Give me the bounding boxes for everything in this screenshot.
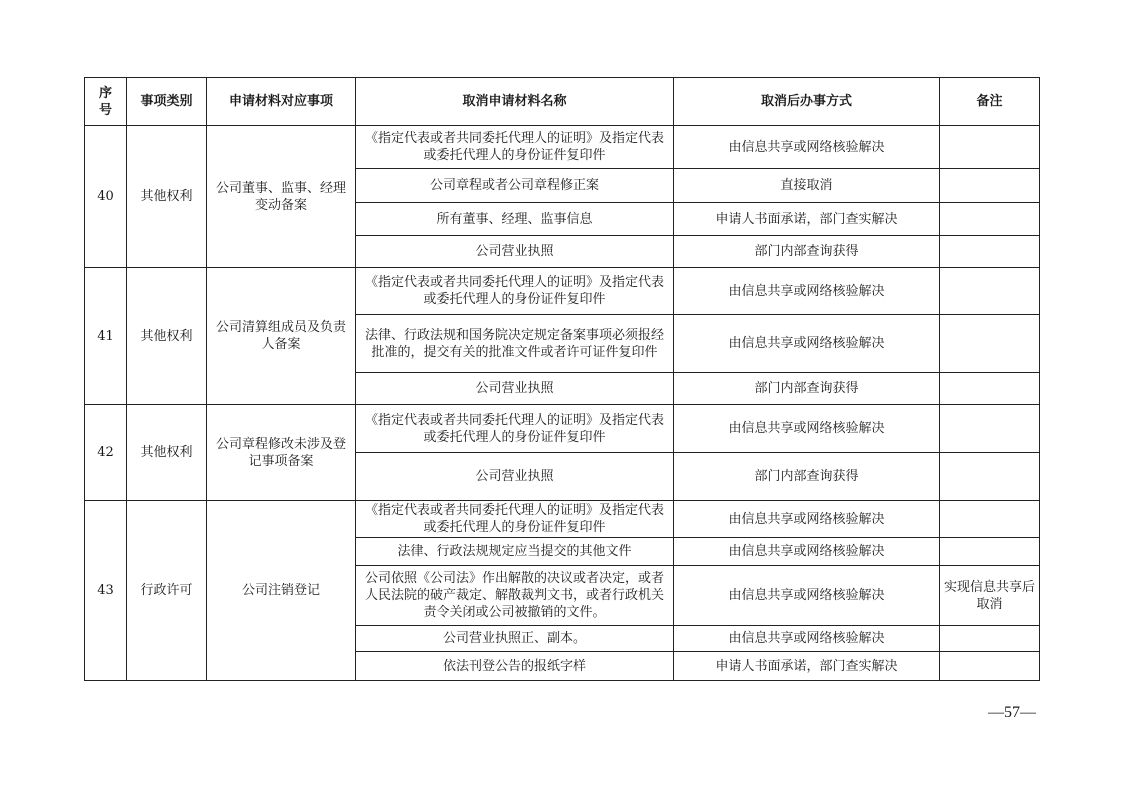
remark-cell bbox=[940, 626, 1040, 652]
category-cell: 其他权利 bbox=[127, 268, 207, 405]
item-cell: 公司董事、监事、经理变动备案 bbox=[207, 126, 356, 268]
material-cell: 公司营业执照 bbox=[356, 453, 674, 501]
method-cell: 申请人书面承诺，部门查实解决 bbox=[674, 652, 940, 681]
material-cell: 《指定代表或者共同委托代理人的证明》及指定代表或委托代理人的身份证件复印件 bbox=[356, 126, 674, 169]
header-seq-label: 序 号 bbox=[98, 85, 112, 118]
seq-cell: 40 bbox=[85, 126, 127, 268]
material-cell: 法律、行政法规和国务院决定规定备案事项必须报经批准的，提交有关的批准文件或者许可证件复印件 bbox=[356, 315, 674, 373]
material-cell: 依法刊登公告的报纸字样 bbox=[356, 652, 674, 681]
material-cell: 所有董事、经理、监事信息 bbox=[356, 203, 674, 236]
header-material: 取消申请材料名称 bbox=[356, 78, 674, 126]
table-row bbox=[85, 126, 1040, 169]
table-row bbox=[85, 501, 1040, 538]
material-cell: 法律、行政法规规定应当提交的其他文件 bbox=[356, 538, 674, 566]
remark-cell bbox=[940, 169, 1040, 203]
remark-cell bbox=[940, 236, 1040, 268]
category-cell: 其他权利 bbox=[127, 405, 207, 501]
method-cell: 由信息共享或网络核验解决 bbox=[674, 315, 940, 373]
material-cell: 《指定代表或者共同委托代理人的证明》及指定代表或委托代理人的身份证件复印件 bbox=[356, 405, 674, 453]
remark-cell bbox=[940, 315, 1040, 373]
header-category: 事项类别 bbox=[127, 78, 207, 126]
header-method: 取消后办事方式 bbox=[674, 78, 940, 126]
material-cell: 公司营业执照 bbox=[356, 373, 674, 405]
remark-cell bbox=[940, 652, 1040, 681]
material-cell: 公司依照《公司法》作出解散的决议或者决定，或者人民法院的破产裁定、解散裁判文书，或者行政机关责令关闭或公司被撤销的文件。 bbox=[356, 566, 674, 626]
seq-cell: 43 bbox=[85, 501, 127, 681]
table-row bbox=[85, 268, 1040, 315]
method-cell: 由信息共享或网络核验解决 bbox=[674, 405, 940, 453]
remark-cell bbox=[940, 203, 1040, 236]
method-cell: 申请人书面承诺，部门查实解决 bbox=[674, 203, 940, 236]
remark-cell: 实现信息共享后取消 bbox=[940, 566, 1040, 626]
method-cell: 由信息共享或网络核验解决 bbox=[674, 566, 940, 626]
material-cell: 公司营业执照正、副本。 bbox=[356, 626, 674, 652]
table-row bbox=[85, 405, 1040, 453]
category-cell: 其他权利 bbox=[127, 126, 207, 268]
data-table bbox=[84, 77, 1040, 681]
header-item: 申请材料对应事项 bbox=[207, 78, 356, 126]
item-cell: 公司注销登记 bbox=[207, 501, 356, 681]
page-number: —57— bbox=[988, 704, 1036, 721]
remark-cell bbox=[940, 268, 1040, 315]
remark-cell bbox=[940, 453, 1040, 501]
remark-cell bbox=[940, 126, 1040, 169]
remark-cell bbox=[940, 405, 1040, 453]
material-cell: 《指定代表或者共同委托代理人的证明》及指定代表或委托代理人的身份证件复印件 bbox=[356, 501, 674, 538]
method-cell: 由信息共享或网络核验解决 bbox=[674, 538, 940, 566]
header-remark: 备注 bbox=[940, 78, 1040, 126]
header-row bbox=[85, 78, 1040, 126]
method-cell: 由信息共享或网络核验解决 bbox=[674, 126, 940, 169]
method-cell: 部门内部查询获得 bbox=[674, 373, 940, 405]
method-cell: 由信息共享或网络核验解决 bbox=[674, 626, 940, 652]
remark-cell bbox=[940, 373, 1040, 405]
method-cell: 由信息共享或网络核验解决 bbox=[674, 268, 940, 315]
material-cell: 公司营业执照 bbox=[356, 236, 674, 268]
method-cell: 由信息共享或网络核验解决 bbox=[674, 501, 940, 538]
material-cell: 公司章程或者公司章程修正案 bbox=[356, 169, 674, 203]
remark-cell bbox=[940, 538, 1040, 566]
header-seq bbox=[85, 78, 127, 126]
seq-cell: 41 bbox=[85, 268, 127, 405]
item-cell: 公司章程修改未涉及登记事项备案 bbox=[207, 405, 356, 501]
category-cell: 行政许可 bbox=[127, 501, 207, 681]
method-cell: 部门内部查询获得 bbox=[674, 236, 940, 268]
item-cell: 公司清算组成员及负责人备案 bbox=[207, 268, 356, 405]
remark-cell bbox=[940, 501, 1040, 538]
seq-cell: 42 bbox=[85, 405, 127, 501]
material-cell: 《指定代表或者共同委托代理人的证明》及指定代表或委托代理人的身份证件复印件 bbox=[356, 268, 674, 315]
method-cell: 直接取消 bbox=[674, 169, 940, 203]
method-cell: 部门内部查询获得 bbox=[674, 453, 940, 501]
